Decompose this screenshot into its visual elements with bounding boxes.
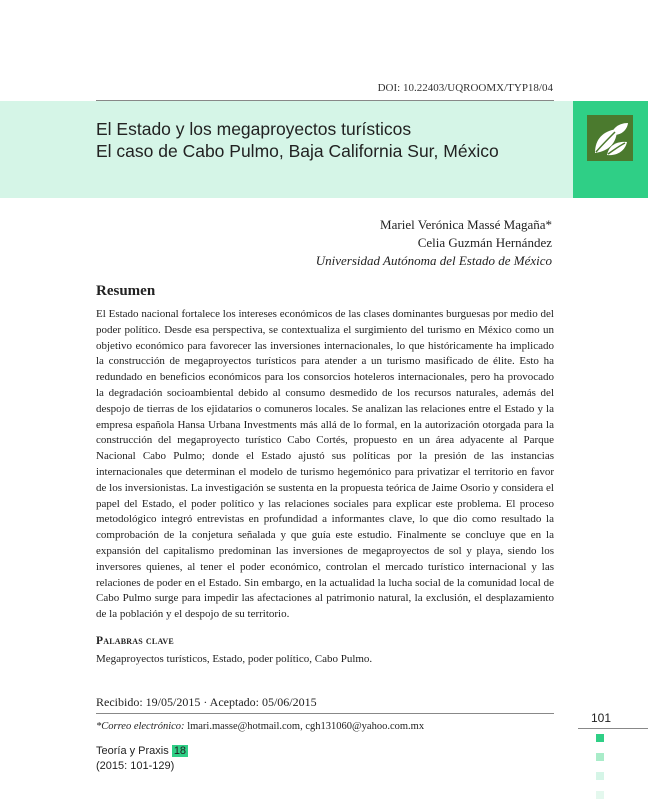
footnote-rule [96,713,554,714]
side-rule [578,728,648,729]
journal-name: Teoría y Praxis [96,745,169,757]
title-line-2: El caso de Cabo Pulmo, Baja California Sur, México [96,141,499,161]
abstract-heading: Resumen [96,283,156,299]
authors-block [316,216,552,270]
leaves-logo-icon [587,115,633,161]
journal-logo-box [573,101,648,198]
journal-issue-number: 18 [173,745,187,757]
doi: DOI: 10.22403/UQROOMX/TYP18/04 [377,82,553,94]
author-email-footnote [96,721,424,732]
email-addresses: lmari.masse@hotmail.com, cgh131060@yahoo.com.mx [187,721,425,732]
keywords-heading: Palabras clave [96,635,174,647]
received-accepted-dates: Recibido: 19/05/2015 · Aceptado: 05/06/2015 [96,695,317,709]
side-square [596,734,604,742]
title-band [0,101,573,198]
email-label: *Correo electrónico: [96,721,185,732]
article-title [96,118,499,162]
title-line-1: El Estado y los megaproyectos turísticos [96,119,412,139]
author-name: Mariel Verónica Massé Magaña* [380,217,552,232]
side-square [596,772,604,780]
abstract-text: El Estado nacional fortalece los intereses económicos de las clases dominantes burguesas por medio del poder político. Desde esa perspectiva, se contextualiza el surgimiento del turismo en México como un objetivo económico para favorecer las inversiones internacionales, lo que históricamente ha implicado la construcción de megaproyectos turísticos para atender a un turismo masificado de élite. Esto ha redundado en beneficios económicos para los consorcios hoteleros internacionales, pero ha provocado la degradación socioambiental debido al consumo desmedido de los recursos naturales, además del despojo de tierras de los ejidatarios o comuneros locales. Se analizan las relaciones entre el Estado y la empresa española Hansa Urbana Investments más allá de lo formal, en la autorización otorgada para la construcción del megaproyecto turístico Cabo Cortés, propuesto en un área adyacente al Parque Nacional Cabo Pulmo; donde el Estado ajustó sus políticas por la presión de las instancias internacionales que determinan el modelo de turismo hegemónico para privatizar el territorio en favor de los inversionistas. La investigación se sustenta en la propuesta teórica de Jaime Osorio y considera el papel del Estado, el poder político y las relaciones sociales para explicar este problema. El proceso metodológico integró entrevistas en profundidad a informantes clave, lo que dio como resultado la comprobación de la conjetura señalada y que guía este estudio. Finalmente se concluye que en la expansión del capitalismo predominan las inversiones de megaproyectos de sol y playa, siendo los inversores quienes, al tener el poder económico, controlan el mercado turístico internacional y las relaciones de poder en el Estado. Sin embargo, en la actualidad la lucha social de la comunidad local de Cabo Pulmo surge para impedir las afectaciones al patrimonio natural, la exclusión, el desplazamiento de la población y el despojo de su territorio. [96,308,554,621]
page-number: 101 [591,711,612,725]
keywords-text: Megaproyectos turísticos, Estado, poder político, Cabo Pulmo. [96,653,373,665]
journal-citation [96,744,188,774]
author-name: Celia Guzmán Hernández [417,235,552,250]
side-square [596,753,604,761]
journal-year-pages: (2015: 101-129) [96,760,175,772]
side-square [596,791,604,799]
institution: Universidad Autónoma del Estado de México [315,253,552,268]
